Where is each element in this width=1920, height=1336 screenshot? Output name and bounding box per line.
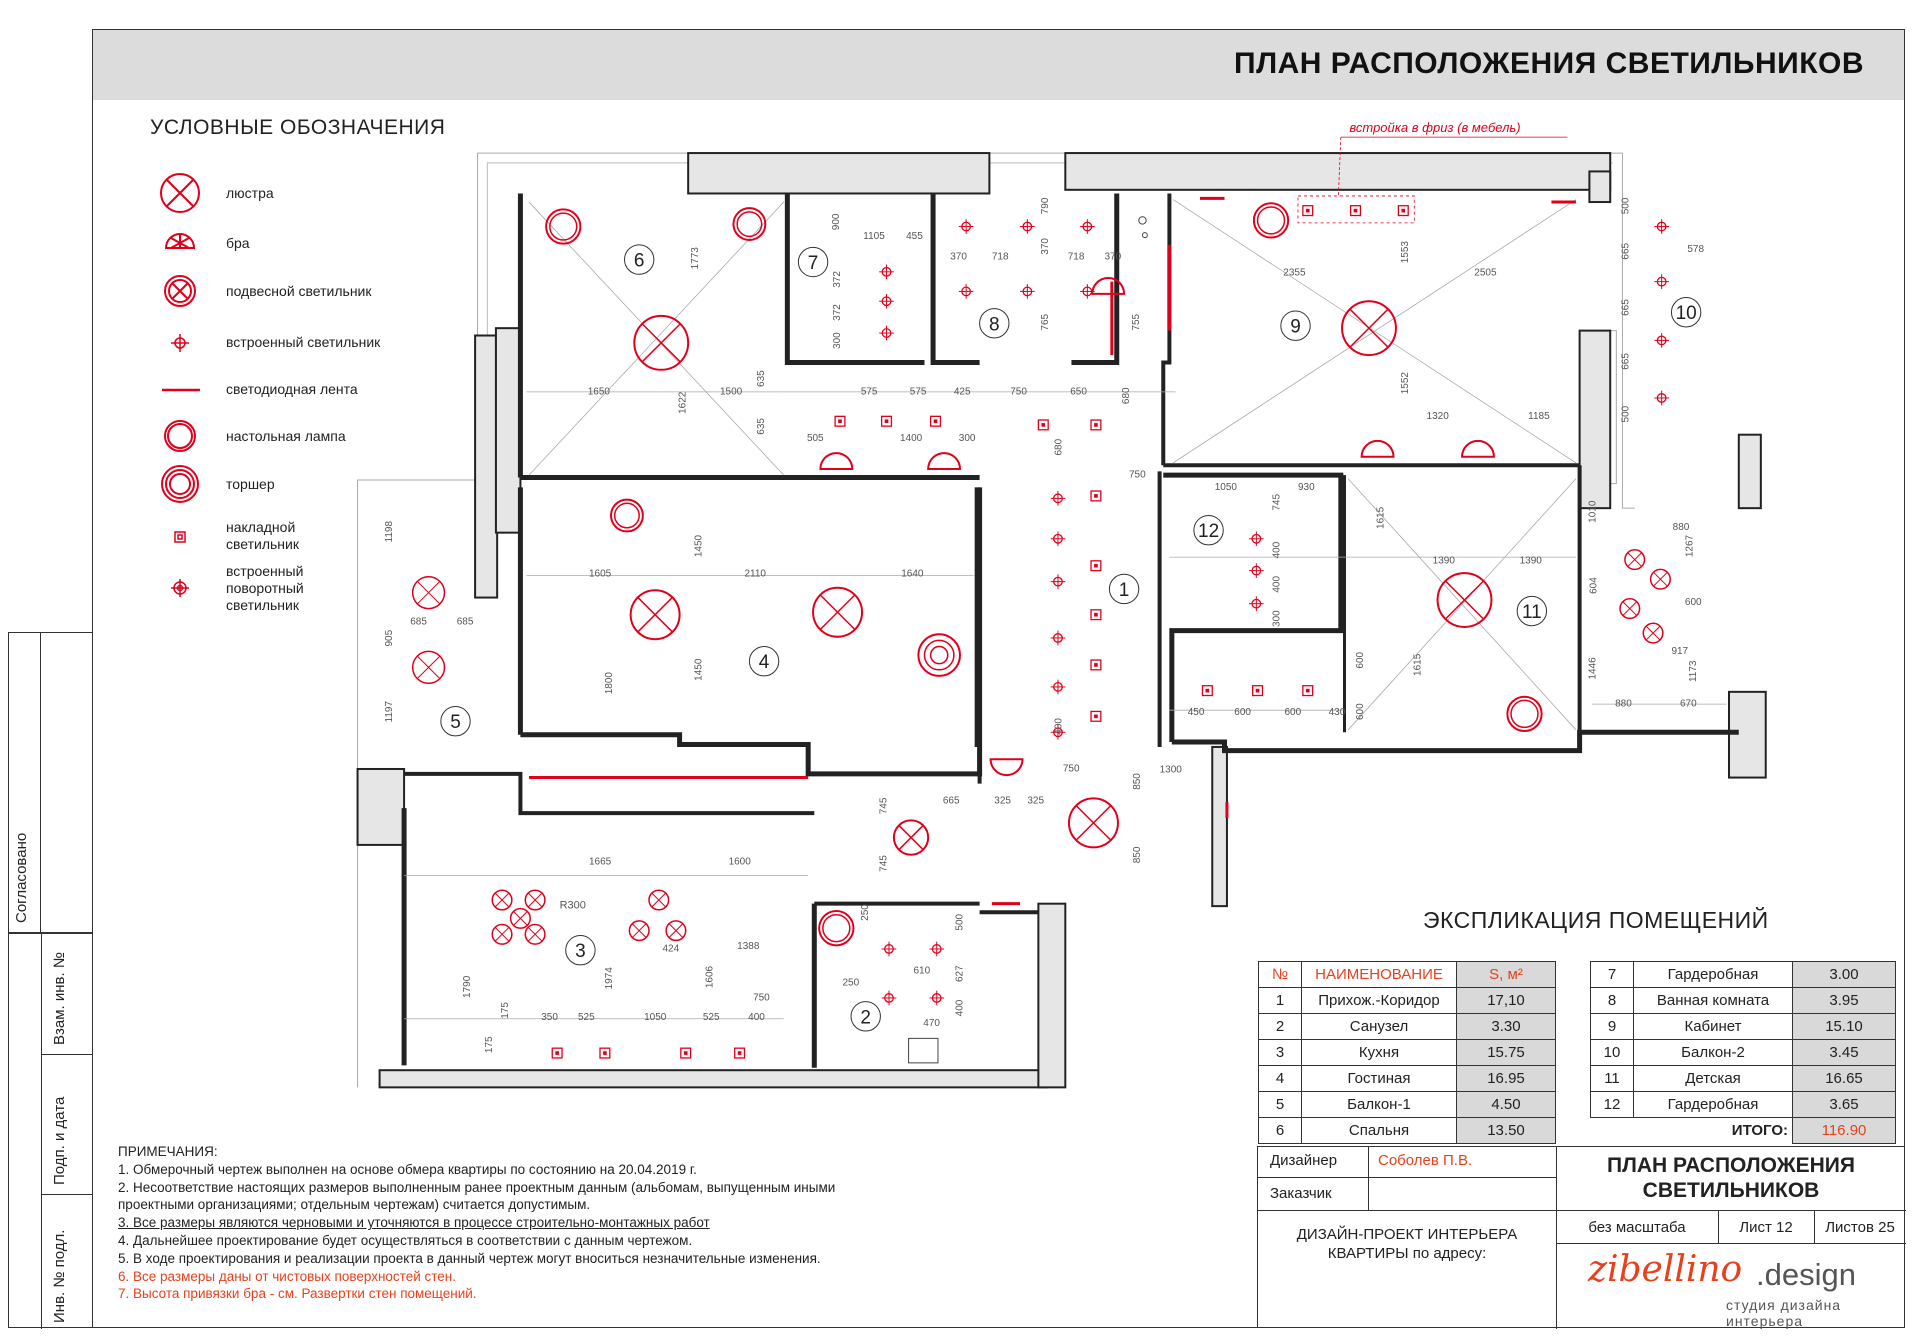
dimension-label: 1500 (720, 386, 743, 398)
dimension-label: 400 (1271, 575, 1283, 593)
table-lamp-icon (819, 911, 853, 945)
stamp-line (1556, 1243, 1906, 1244)
cell-name: Гардеробная (1634, 1092, 1793, 1118)
dimension-label: 880 (1672, 522, 1690, 534)
cell-area: 15.10 (1793, 1014, 1896, 1040)
legend-icons (150, 168, 210, 618)
surface-light-icon (1041, 423, 1045, 427)
explication-title: ЭКСПЛИКАЦИЯ ПОМЕЩЕНИЙ (1423, 907, 1769, 933)
room-number: 3 (575, 941, 586, 963)
cell-num: 4 (1259, 1066, 1302, 1092)
cell-area: 3.45 (1793, 1040, 1896, 1066)
dimension-label: 680 (1120, 387, 1132, 405)
legend-label-surface: накладной светильник (226, 519, 299, 552)
room-number: 5 (450, 712, 461, 734)
table-row (1591, 1066, 1896, 1092)
dimension-label: 370 (950, 251, 967, 263)
wall-block (475, 336, 497, 598)
room-number: 6 (633, 250, 645, 272)
cell-area: 16.95 (1457, 1066, 1556, 1092)
dimension-label: 850 (1132, 846, 1144, 864)
dimension-label: 718 (991, 251, 1009, 263)
dimension-label: 850 (1132, 773, 1144, 790)
dimension-label: 650 (1070, 386, 1087, 398)
sconce-icon (1462, 441, 1494, 457)
dimension-label: 665 (1620, 353, 1632, 370)
dimension-label: 370 (1040, 238, 1052, 255)
sconce-icon (1362, 441, 1394, 457)
dimension-label: 400 (1053, 718, 1065, 735)
surface-light-icon (1094, 714, 1098, 718)
stamp-line (1368, 1147, 1369, 1210)
dimension-label: 1390 (1432, 555, 1455, 567)
dimension-label: 680 (1053, 438, 1065, 456)
dimension-label: 745 (878, 797, 890, 815)
cell-name: Балкон-1 (1302, 1092, 1457, 1118)
dimension-label: 718 (1067, 251, 1085, 263)
cell-num: 9 (1591, 1014, 1634, 1040)
legend-label-pendant: подвесной светильник (226, 283, 372, 299)
room-number: 4 (758, 652, 770, 674)
dimension-label: 1173 (1687, 660, 1699, 683)
cell-num: 7 (1591, 962, 1634, 988)
wall-block (1065, 153, 1610, 190)
cell-area: 3.95 (1793, 988, 1896, 1014)
legend-label-recessed: встроенный светильник (226, 334, 381, 350)
dimension-label: 175 (500, 1002, 512, 1019)
dimension-label: 665 (1620, 299, 1632, 316)
dimension-label: 1390 (1519, 555, 1542, 567)
dimension-label: 1450 (693, 534, 705, 558)
dimension-label: 917 (1671, 645, 1689, 657)
sconce-icon (991, 759, 1023, 775)
dimension-label: 1640 (901, 568, 924, 580)
room-number: 1 (1118, 579, 1130, 601)
dimension-label: 525 (702, 1012, 720, 1024)
explication-table-right (1590, 961, 1896, 1144)
surface-light-icon (603, 1051, 607, 1055)
project-description: ДИЗАЙН-ПРОЕКТ ИНТЕРЬЕРА КВАРТИРЫ по адресу: (1296, 1226, 1518, 1262)
surface-light-icon (934, 419, 938, 423)
sign-date-label: Подп. и дата (51, 1096, 68, 1185)
dimension-label: 1615 (1412, 653, 1424, 676)
legend-label-sconce: бра (226, 235, 250, 251)
dimension-label: 900 (830, 213, 842, 231)
surface-light-icon (1094, 494, 1098, 498)
surface-light-icon (885, 419, 889, 423)
table-row (1259, 1066, 1556, 1092)
table-row (1591, 1040, 1896, 1066)
sconce-icon (166, 234, 194, 248)
dimension-label: 1185 (1528, 410, 1550, 422)
total-value: 116.90 (1793, 1118, 1896, 1144)
client-label: Заказчик (1270, 1185, 1332, 1202)
dimension-label: 685 (410, 616, 427, 628)
table-lamp-icon (1507, 697, 1541, 731)
wall-block (1212, 747, 1227, 906)
dimension-label: 325 (994, 795, 1011, 807)
legend-label-chandelier: люстра (226, 185, 274, 201)
fixture-icon (1142, 233, 1147, 238)
wall (933, 193, 980, 362)
sconce-icon (928, 453, 960, 469)
dimension-label: 455 (906, 230, 923, 242)
dimension-label: 1600 (728, 856, 751, 868)
dimension-label: 430 (1328, 707, 1346, 719)
total-row (1591, 1118, 1896, 1144)
table-lamp-icon (1511, 700, 1538, 727)
strip-cell-blank (41, 633, 93, 933)
table-row (1259, 1014, 1556, 1040)
scale-label: без масштаба (1588, 1219, 1686, 1236)
surface-light-icon (1094, 663, 1098, 667)
dimension-label: 450 (1187, 707, 1205, 719)
sconce-icon (1092, 278, 1124, 294)
dimension-label: 755 (1130, 313, 1142, 331)
sheet-title: ПЛАН РАСПОЛОЖЕНИЯ СВЕТИЛЬНИКОВ (1606, 1154, 1855, 1202)
dimension-label: 425 (953, 386, 971, 398)
cell-name: Гардеробная (1634, 962, 1793, 988)
sconce-icon (820, 453, 852, 469)
cell-area: 13.50 (1457, 1118, 1556, 1144)
sheet-number: Лист 12 (1739, 1219, 1793, 1236)
strip-cell-left (9, 933, 41, 1329)
table-lamp-icon (733, 208, 765, 240)
surface-light-icon (1256, 689, 1260, 693)
table-row (1591, 988, 1896, 1014)
room-number: 10 (1675, 303, 1697, 325)
dimension-label: 600 (1354, 703, 1366, 721)
table-lamp-icon (550, 213, 577, 240)
room-number: 12 (1198, 521, 1220, 543)
dimension-label: 350 (541, 1012, 558, 1024)
dimension-label: 2505 (1474, 267, 1497, 279)
dimension-label: 1050 (1214, 481, 1237, 493)
dimension-label: 665 (1620, 242, 1632, 260)
inv-no-label: Инв. № подл. (51, 1229, 68, 1323)
table-row (1591, 962, 1896, 988)
dimension-label: 525 (577, 1012, 595, 1024)
wall (1172, 732, 1739, 750)
cell-name: Балкон-2 (1634, 1040, 1793, 1066)
header-name: НАИМЕНОВАНИЕ (1302, 962, 1457, 988)
cell-blank (1591, 1118, 1634, 1144)
dimension-label: 1400 (900, 432, 923, 444)
cell-area: 3.65 (1793, 1092, 1896, 1118)
table-row (1591, 1092, 1896, 1118)
dimension-label: 627 (954, 965, 966, 983)
cell-num: 5 (1259, 1092, 1302, 1118)
wall-block (496, 328, 520, 532)
dimension-label: 1650 (587, 386, 611, 398)
dimension-label: 1300 (1159, 764, 1182, 776)
cell-name: Кухня (1302, 1040, 1457, 1066)
cell-num: 1 (1259, 988, 1302, 1014)
wall (1163, 475, 1341, 742)
recessed-light-icon (171, 334, 189, 352)
dimension-label: 1446 (1587, 657, 1599, 680)
dimension-label: 1665 (588, 856, 612, 868)
dimension-label: 635 (756, 370, 768, 387)
dimension-label: 745 (878, 855, 890, 872)
legend-label-table-lamp: настольная лампа (226, 428, 346, 444)
dimension-label: 470 (923, 1018, 940, 1030)
dimension-label: 600 (1354, 651, 1366, 669)
cell-num: 2 (1259, 1014, 1302, 1040)
legend-label-led: светодиодная лента (226, 381, 358, 397)
dimension-label: 750 (753, 992, 770, 1004)
cell-name: Прихож.-Коридор (1302, 988, 1457, 1014)
dimension-label: 1105 (863, 230, 885, 242)
surface-light-icon (1094, 613, 1098, 617)
dimension-label: 372 (832, 271, 844, 288)
dimension-label: 500 (954, 913, 966, 931)
stamp-line (1258, 1177, 1556, 1178)
dimension-label: 1388 (737, 940, 760, 952)
legend-label-adjustable: встроенный поворотный светильник (226, 563, 304, 613)
surface-light-icon (684, 1051, 688, 1055)
cell-name: Гостиная (1302, 1066, 1457, 1092)
notes-block (118, 1143, 948, 1303)
radius-label: R300 (559, 899, 586, 912)
surface-light-icon (738, 1051, 742, 1055)
dimension-label: 300 (1271, 610, 1283, 627)
dimension-label: 1552 (1400, 372, 1412, 395)
dimension-label: 505 (806, 432, 824, 444)
wall-block (1580, 331, 1611, 509)
notes-heading: ПРИМЕЧАНИЯ: (118, 1144, 218, 1159)
adjustable-recessed-icon (171, 579, 189, 597)
note-line: 5. В ходе проектирования и реализации проекта в данный чертеж могут вноситься незначительные изменения. (118, 1250, 821, 1266)
table-lamp-icon (737, 212, 761, 236)
cell-name: Детская (1634, 1066, 1793, 1092)
note-line: 2. Несоответствие настоящих размеров выполненным ранее проектным данным (альбомам, выпущенным иными (118, 1179, 836, 1195)
dimension-label: 750 (1010, 386, 1027, 398)
wall-block (380, 1070, 1047, 1087)
table-lamp-icon (615, 503, 639, 527)
surface-light-icon (1306, 689, 1310, 693)
surface-light-icon (175, 532, 185, 542)
surface-light-icon (1094, 423, 1098, 427)
dimension-label: 1974 (604, 967, 616, 990)
dimension-label: 1606 (704, 965, 716, 989)
dimension-label: 600 (1284, 707, 1302, 719)
dimension-label: 930 (1297, 481, 1315, 493)
header-area: S, м² (1457, 962, 1556, 988)
table-lamp-icon (1254, 203, 1288, 237)
cell-area: 3.30 (1457, 1014, 1556, 1040)
dimension-label: 250 (860, 904, 872, 921)
room-number: 7 (807, 253, 819, 275)
table-lamp-icon (611, 500, 643, 532)
dimension-label: 905 (383, 629, 395, 647)
title-block (1257, 1146, 1905, 1328)
dimension-label: 600 (1234, 707, 1251, 719)
designer-label: Дизайнер (1270, 1152, 1338, 1169)
total-label: ИТОГО: (1731, 1122, 1788, 1140)
dimension-label: 1197 (383, 700, 395, 723)
dimension-label: 300 (958, 432, 976, 444)
cell-area: 4.50 (1457, 1092, 1556, 1118)
dimension-label: 745 (1271, 493, 1283, 511)
room-number: 8 (989, 314, 1000, 336)
table-row (1259, 1092, 1556, 1118)
surface-light-icon (838, 419, 842, 423)
cell-name: Спальня (1302, 1118, 1457, 1144)
legend-title: УСЛОВНЫЕ ОБОЗНАЧЕНИЯ (150, 116, 446, 139)
wall-block (1038, 904, 1065, 1088)
dimension-label: 750 (1128, 469, 1146, 481)
dimension-label: 500 (1620, 405, 1632, 423)
table-lamp-icon (165, 421, 195, 451)
cell-area: 3.00 (1793, 962, 1896, 988)
dimension-label: 1800 (604, 672, 616, 695)
dimension-label: 604 (1588, 577, 1600, 594)
dimension-label: 175 (484, 1036, 496, 1054)
chandelier-icon (161, 174, 199, 212)
dimension-label: 1198 (383, 520, 395, 543)
side-stamp-strip (8, 632, 92, 1328)
floor-lamp-icon (924, 640, 953, 669)
frieze-note: встройка в фриз (в мебель) (1349, 120, 1521, 136)
dimension-label: 635 (756, 418, 768, 435)
title-bar (93, 30, 1904, 100)
dimension-label: 400 (748, 1012, 765, 1024)
pendant-light-icon (165, 276, 195, 306)
dimension-label: 424 (662, 943, 680, 955)
designer-name: Соболев П.В. (1378, 1152, 1473, 1169)
table-lamp-icon (823, 915, 850, 942)
agreed-label: Согласовано (13, 832, 30, 923)
wall-block (1589, 171, 1610, 202)
table-header-row (1259, 962, 1556, 988)
wall-block (1739, 435, 1761, 508)
dimension-label: 1010 (1587, 500, 1599, 523)
dimension-label: 400 (1271, 541, 1283, 559)
logo-suffix: .design (1756, 1257, 1856, 1292)
cell-area: 15.75 (1457, 1040, 1556, 1066)
cell-name: Ванная комната (1634, 988, 1793, 1014)
dimension-label: 1050 (644, 1012, 667, 1024)
dimension-label: 765 (1040, 313, 1052, 331)
wall-block (688, 153, 989, 193)
dimension-label: 575 (909, 386, 927, 398)
cell-area: 16.65 (1793, 1066, 1896, 1092)
dimension-label: 1320 (1426, 410, 1449, 422)
cell-num: 12 (1591, 1092, 1634, 1118)
dimension-label: 372 (832, 304, 844, 321)
surface-light-icon (555, 1051, 559, 1055)
replace-inv-label: Взам. инв. № (51, 952, 68, 1045)
studio-caption: студия дизайна интерьера (1726, 1297, 1842, 1329)
cell-num: 11 (1591, 1066, 1634, 1092)
fixture-icon (1139, 217, 1146, 224)
dimension-label: 600 (1684, 596, 1702, 608)
wall (787, 193, 924, 362)
dimension-label: 750 (1062, 763, 1080, 775)
dimension-label: 250 (842, 977, 860, 989)
wall (520, 487, 979, 774)
surface-light-icon (1306, 209, 1310, 213)
dimension-label: 1450 (693, 658, 705, 681)
table-row (1591, 1014, 1896, 1040)
cell-name: Санузел (1302, 1014, 1457, 1040)
cell-num: 8 (1591, 988, 1634, 1014)
note-line: 1. Обмерочный чертеж выполнен на основе обмера квартиры по состоянию на 20.04.2019 г. (118, 1161, 697, 1177)
wall-block (358, 769, 405, 845)
page-title: ПЛАН РАСПОЛОЖЕНИЯ СВЕТИЛЬНИКОВ (1234, 47, 1864, 80)
dimension-label: 790 (1040, 197, 1052, 215)
dimension-label: 325 (1027, 795, 1045, 807)
wall (404, 774, 814, 813)
logo-script: zibellino (1588, 1249, 1743, 1290)
table-row (1259, 988, 1556, 1014)
cell-num: 10 (1591, 1040, 1634, 1066)
dimension-label: 610 (913, 965, 931, 977)
dimension-label: 578 (1687, 244, 1705, 256)
stamp-line (1258, 1210, 1906, 1211)
note-line: проектными организациями; отдельным чертежам) считается допустимым. (118, 1197, 591, 1213)
dimension-label: 1615 (1375, 506, 1387, 529)
dimension-label: 665 (942, 795, 960, 807)
table-row (1259, 1040, 1556, 1066)
dimension-label: 1773 (689, 247, 701, 270)
dimension-label: 1605 (588, 568, 612, 580)
note-line: 3. Все размеры являются черновыми и уточняются в процессе строительно-монтажных работ (118, 1215, 710, 1231)
table-lamp-icon (1258, 207, 1285, 234)
dimension-label: 670 (1680, 698, 1697, 710)
cell-num: 6 (1259, 1118, 1302, 1144)
room-number: 2 (860, 1007, 872, 1029)
floor-lamp-icon (162, 466, 198, 502)
dimension-label: 300 (832, 332, 844, 349)
room-number: 11 (1521, 602, 1542, 624)
floor-plan (340, 120, 1780, 1105)
note-line: 4. Дальнейшее проектирование будет осуществляться в соответствии с данным чертежом. (118, 1232, 693, 1248)
dimension-label: 575 (860, 386, 878, 398)
surface-light-icon (1094, 564, 1098, 568)
surface-light-icon (1354, 209, 1358, 213)
dimension-label: 1790 (462, 975, 474, 998)
cell-num: 3 (1259, 1040, 1302, 1066)
dimension-label: 500 (1620, 197, 1632, 215)
note-line: 7. Высота привязки бра - см. Развертки стен помещений. (118, 1286, 477, 1302)
sink-icon (909, 1038, 938, 1062)
explication-table-left (1258, 961, 1556, 1144)
room-number: 9 (1290, 316, 1301, 338)
dimension-label: 370 (1104, 251, 1122, 263)
dimension-label: 1267 (1684, 534, 1696, 558)
header-num: № (1259, 962, 1302, 988)
surface-light-icon (1206, 689, 1210, 693)
dimension-label: 880 (1615, 698, 1632, 710)
dimension-label: 1553 (1400, 241, 1412, 264)
dimension-label: 1622 (677, 391, 689, 414)
note-line: 6. Все размеры даны от чистовых поверхностей стен. (118, 1268, 457, 1284)
legend-label-floor-lamp: торшер (226, 476, 275, 492)
dimension-label: 685 (456, 616, 474, 628)
surface-light-icon (1401, 209, 1405, 213)
dimension-label: 2355 (1283, 267, 1306, 279)
dimension-label: 400 (954, 999, 966, 1017)
sheets-total: Листов 25 (1825, 1219, 1895, 1236)
cell-area: 17,10 (1457, 988, 1556, 1014)
floor-lamp-icon (931, 647, 948, 664)
table-row (1259, 1118, 1556, 1144)
dimension-label: 2110 (744, 568, 767, 580)
cell-name: Кабинет (1634, 1014, 1793, 1040)
